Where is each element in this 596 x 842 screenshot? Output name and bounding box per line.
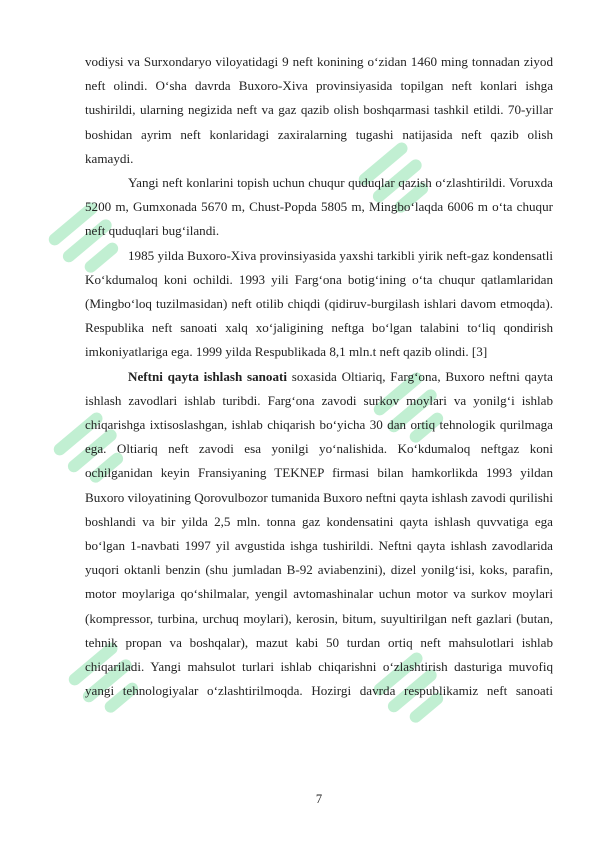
paragraph-2: Yangi neft konlarini topish uchun chuqur quduqlar qazish oʻzlashtirildi. Voruxda 5200 m, Gumxonada 5670 m, Chust-Popda 5805 m, Mingboʻlaqda 6006 m oʻta chuqur neft quduqlari bugʻilandi. bbox=[85, 175, 553, 239]
page-number: 7 bbox=[315, 792, 323, 806]
body-text bbox=[85, 50, 553, 703]
paragraph-3: 1985 yilda Buxoro-Xiva provinsiyasida yaxshi tarkibli yirik neft-gaz kondensatli Koʻkdumaloq koni ochildi. 1993 yili Fargʻona botigʻining oʻta chuqur qatlamlaridan (Mingboʻloq tuzilmasidan) neft otilib chiqdi (qidiruv-burgilash ishlari davom etmoqda). Respublika neft sanoati xalq xoʻjaligining neftga boʻlgan talabini toʻliq qondirish imkoniyatlariga ega. 1999 yilda Respublikada 8,1 mln.t neft qazib olindi. [3] bbox=[85, 247, 553, 360]
section-heading-bold: Neftni qayta ishlash sanoati bbox=[128, 368, 287, 384]
paragraph-4-text: soxasida Oltiariq, Fargʻona, Buxoro neftni qayta ishlash zavodlari ishlab turibdi. Fargʻona zavodi surkov moylari va yonilgʻi ishlab chiqarishga ixtisoslashgan, ishlab chiqarish boʻyicha 30 dan ortiq tehnologik qurilmaga ega. Oltiariq neft zavodi esa yonilgi yoʻnalishida. Koʻkdumaloq neftgaz koni ochilganidan keyin Fransiyaning TEKNEP firmasi bilan hamkorlikda 1993 yildan Buxoro viloyatining Qorovulbozor tumanida Buxoro neftni qayta ishlash zavodi qurilishi boshlandi va bir yilda 2,5 mln. tonna gaz kondensatini qayta ishlash quvvatiga ega boʻlgan 1-navbati 1997 yil avgustida ishga tushirildi. Neftni qayta ishlash zavodlarida yuqori oktanli benzin (shu jumladan B-92 aviabenzini), dizel yonilgʻisi, koks, parafin, motor moylariga qoʻshilmalar, yengil avtomashinalar uchun motor va surkov moylari (kompressor, turbina, urchuq moylari), kerosin, bitum, suyultirilgan neft gazlari (butan, tehnik propan va boshqalar), mazut kabi 50 turdan ortiq neft mahsulotlari ishlab chiqariladi. Yangi mahsulot turlari ishlab chiqarishni oʻzlashtirish dasturiga muvofiq yangi tehnologiyalar oʻzlashtirilmoqda. Hozirgi davrda respublikamiz neft sanoati bbox=[85, 368, 553, 699]
paragraph-4 bbox=[85, 365, 553, 704]
paragraph-1: vodiysi va Surxondaryo viloyatidagi 9 neft konining oʻzidan 1460 ming tonnadan ziyod neft olindi. Oʻsha davrda Buxoro-Xiva provinsiyasida topilgan neft konlari ishga tushirildi, ularning negizida neft va gaz qazib olish boshqarmasi tashkil etildi. 70-yillar boshidan ayrim neft konlaridagi zaxiralarning tugashi natijasida neft qazib olish kamaydi. bbox=[85, 54, 553, 166]
